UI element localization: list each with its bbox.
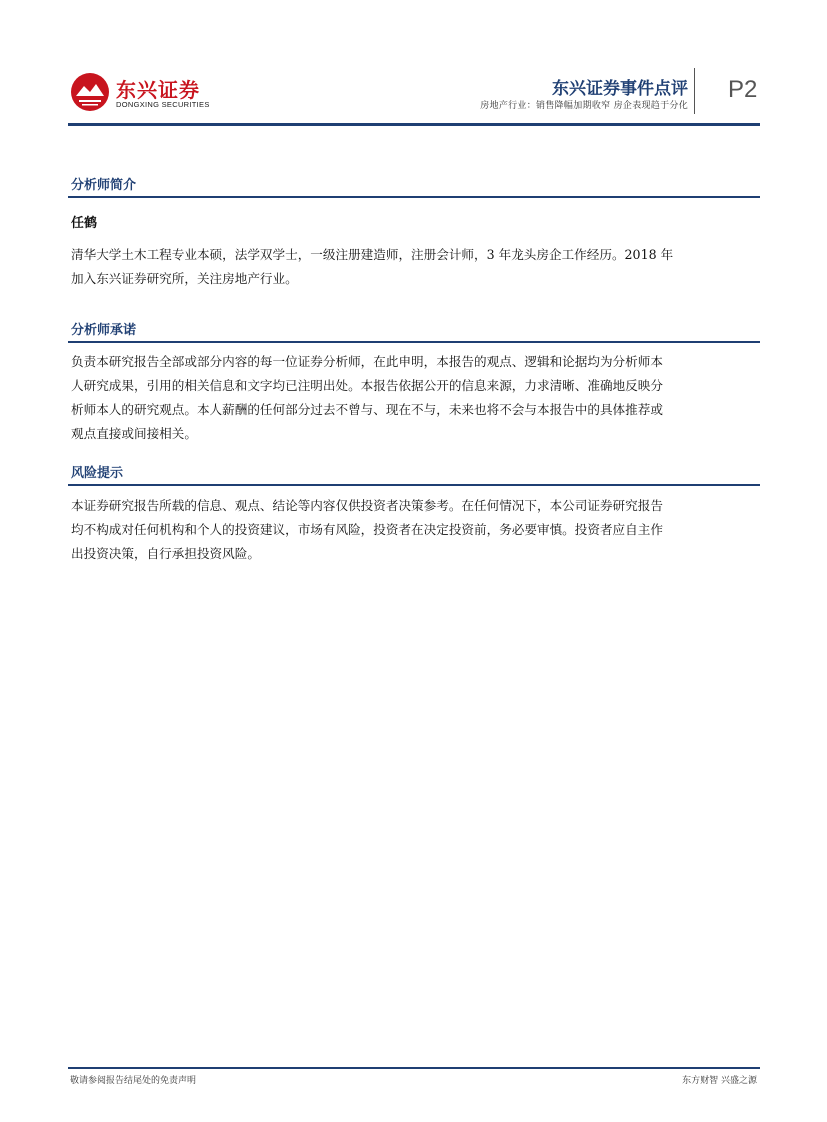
paragraph-line: 负责本研究报告全部或部分内容的每一位证券分析师，在此申明，本报告的观点、逻辑和论据均为分析师本 bbox=[71, 354, 663, 369]
footer-disclaimer-note: 敬请参阅报告结尾处的免责声明 bbox=[70, 1076, 197, 1086]
analyst-name: 任鹤 bbox=[71, 216, 98, 231]
header-rule bbox=[68, 123, 760, 126]
page-header bbox=[68, 60, 760, 126]
report-subtitle: 房地产行业：销售降幅加期收窄 房企表现趋于分化 bbox=[480, 101, 688, 111]
section-header-analyst-commitment bbox=[68, 319, 760, 343]
risk-warning-text bbox=[71, 494, 759, 566]
paragraph-line: 均不构成对任何机构和个人的投资建议，市场有风险，投资者在决定投资前，务必要审慎。投资者应自主作 bbox=[71, 522, 663, 537]
paragraph-line: 本证券研究报告所载的信息、观点、结论等内容仅供投资者决策参考。在任何情况下，本公司证券研究报告 bbox=[71, 498, 663, 513]
section-header-risk-warning bbox=[68, 462, 760, 486]
section-header-analyst-intro bbox=[68, 174, 760, 198]
analyst-commitment-text bbox=[71, 350, 759, 446]
section-title: 分析师简介 bbox=[71, 178, 137, 193]
paragraph-line: 加入东兴证券研究所，关注房地产行业。 bbox=[71, 271, 298, 286]
footer-slogan: 东方财智 兴盛之源 bbox=[682, 1076, 757, 1086]
company-logo bbox=[68, 70, 248, 118]
paragraph-line: 出投资决策，自行承担投资风险。 bbox=[71, 546, 260, 561]
logo-english-name: DONGXING SECURITIES bbox=[116, 100, 210, 109]
section-title: 分析师承诺 bbox=[71, 323, 137, 338]
page-number: P2 bbox=[728, 76, 758, 103]
analyst-bio bbox=[71, 243, 759, 291]
logo-chinese-name: 东兴证券 bbox=[116, 78, 200, 102]
paragraph-line: 观点直接或间接相关。 bbox=[71, 426, 197, 441]
paragraph-line: 人研究成果，引用的相关信息和文字均已注明出处。本报告依据公开的信息来源，力求清晰、准确地反映分 bbox=[71, 378, 663, 393]
dongxing-logo-icon bbox=[70, 72, 110, 112]
section-title: 风险提示 bbox=[71, 466, 124, 481]
report-type-title: 东兴证券事件点评 bbox=[552, 79, 688, 99]
paragraph-line: 析师本人的研究观点。本人薪酬的任何部分过去不曾与、现在不与，未来也将不会与本报告中的具体推荐或 bbox=[71, 402, 663, 417]
footer-rule bbox=[68, 1067, 760, 1069]
header-divider bbox=[694, 68, 695, 114]
paragraph-line: 清华大学土木工程专业本硕，法学双学士，一级注册建造师，注册会计师，3 年龙头房企工作经历。2018 年 bbox=[71, 247, 674, 262]
